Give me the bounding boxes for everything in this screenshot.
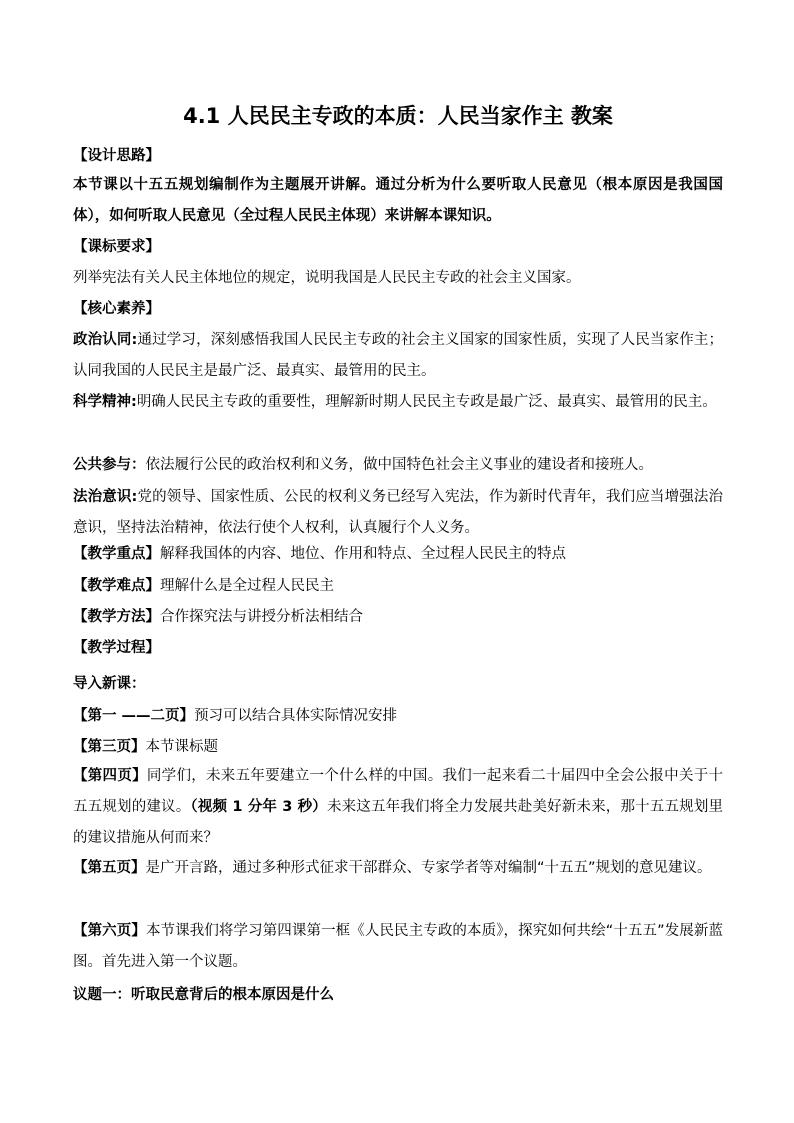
method-heading: 【教学方法】 [73, 609, 160, 625]
step-label: 【第六页】 [73, 923, 146, 939]
step-item [73, 705, 723, 727]
step-label: 【第五页】 [73, 860, 146, 876]
method-line [73, 606, 723, 628]
step-text: 同学们，未来五年要建立一个什么样的中国。我们一起来看二十届四中全会公报中关于十五五规划的建议。 [73, 768, 724, 815]
document-title: 4.1 人民民主专政的本质：人民当家作主 教案 [183, 104, 613, 128]
step-text: 本节课我们将学习第四课第一框《人民民主专政的本质》，探究如何共绘“十五五”发展新蓝图。首先进入第一个议题。 [73, 923, 723, 970]
step-text: 未来这五年我们将全力发展共赴美好新未来，那十五五规划里的建议措施从何而来？ [73, 799, 724, 846]
literacy-label: 公共参与： [73, 457, 146, 473]
literacy-item [73, 387, 723, 418]
key-text: 解释我国体的内容、地位、作用和特点、全过程人民民主的特点 [160, 546, 566, 562]
key-heading: 【教学重点】 [73, 546, 160, 562]
step-label: 【第三页】 [73, 739, 146, 755]
literacy-text: 党的领导、国家性质、公民的权利义务已经写入宪法，作为新时代青年，我们应当增强法治意识，坚持法治精神，依法行使个人权利，认真履行个人义务。 [73, 489, 723, 536]
step-text: 本节课标题 [145, 739, 218, 755]
topic-heading: 议题一：听取民意背后的根本原因是什么 [73, 987, 334, 1003]
literacy-heading: 【核心素养】 [73, 301, 160, 317]
difficulty-heading: 【教学难点】 [73, 578, 160, 594]
step-item [73, 736, 723, 758]
step-item [73, 761, 723, 854]
literacy-label: 科学精神: [73, 394, 137, 410]
literacy-label: 法治意识: [73, 489, 138, 505]
step-label: 【第四页】 [73, 768, 147, 784]
literacy-item [73, 482, 723, 544]
step-item [73, 853, 723, 884]
step-label: 【第一 ——二页】 [73, 708, 195, 724]
method-text: 合作探究法与讲授分析法相结合 [160, 609, 363, 625]
step-text: 预习可以结合具体实际情况安排 [194, 708, 398, 724]
literacy-item [73, 325, 723, 387]
literacy-item [73, 450, 723, 481]
key-point-line [73, 543, 723, 565]
design-heading: 【设计思路】 [73, 148, 160, 164]
standard-text: 列举宪法有关人民主体地位的规定，说明我国是人民民主专政的社会主义国家。 [73, 270, 581, 286]
literacy-text: 依法履行公民的政治权利和义务，做中国特色社会主义事业的建设者和接班人。 [145, 457, 653, 473]
difficulty-line [73, 575, 723, 597]
video-duration: （视频 1 分年 3 秒） [190, 799, 327, 815]
intro-heading: 导入新课： [73, 676, 146, 692]
step-item [73, 916, 723, 978]
process-heading: 【教学过程】 [73, 640, 160, 656]
step-text: 是广开言路，通过多种形式征求干部群众、专家学者等对编制“十五五”规划的意见建议。 [145, 860, 712, 876]
standard-heading: 【课标要求】 [73, 239, 160, 255]
literacy-label: 政治认同: [73, 332, 138, 348]
difficulty-text: 理解什么是全过程人民民主 [160, 578, 334, 594]
literacy-text: 通过学习，深刻感悟我国人民民主专政的社会主义国家的国家性质，实现了人民当家作主；认同我国的人民民主是最广泛、最真实、最管用的民主。 [73, 332, 723, 379]
literacy-text: 明确人民民主专政的重要性，理解新时期人民民主专政是最广泛、最真实、最管用的民主。 [136, 394, 717, 410]
design-text: 本节课以十五五规划编制作为主题展开讲解。通过分析为什么要听取人民意见（根本原因是我国国体），如何听取人民意见（全过程人民民主体现）来讲解本课知识。 [73, 177, 723, 224]
